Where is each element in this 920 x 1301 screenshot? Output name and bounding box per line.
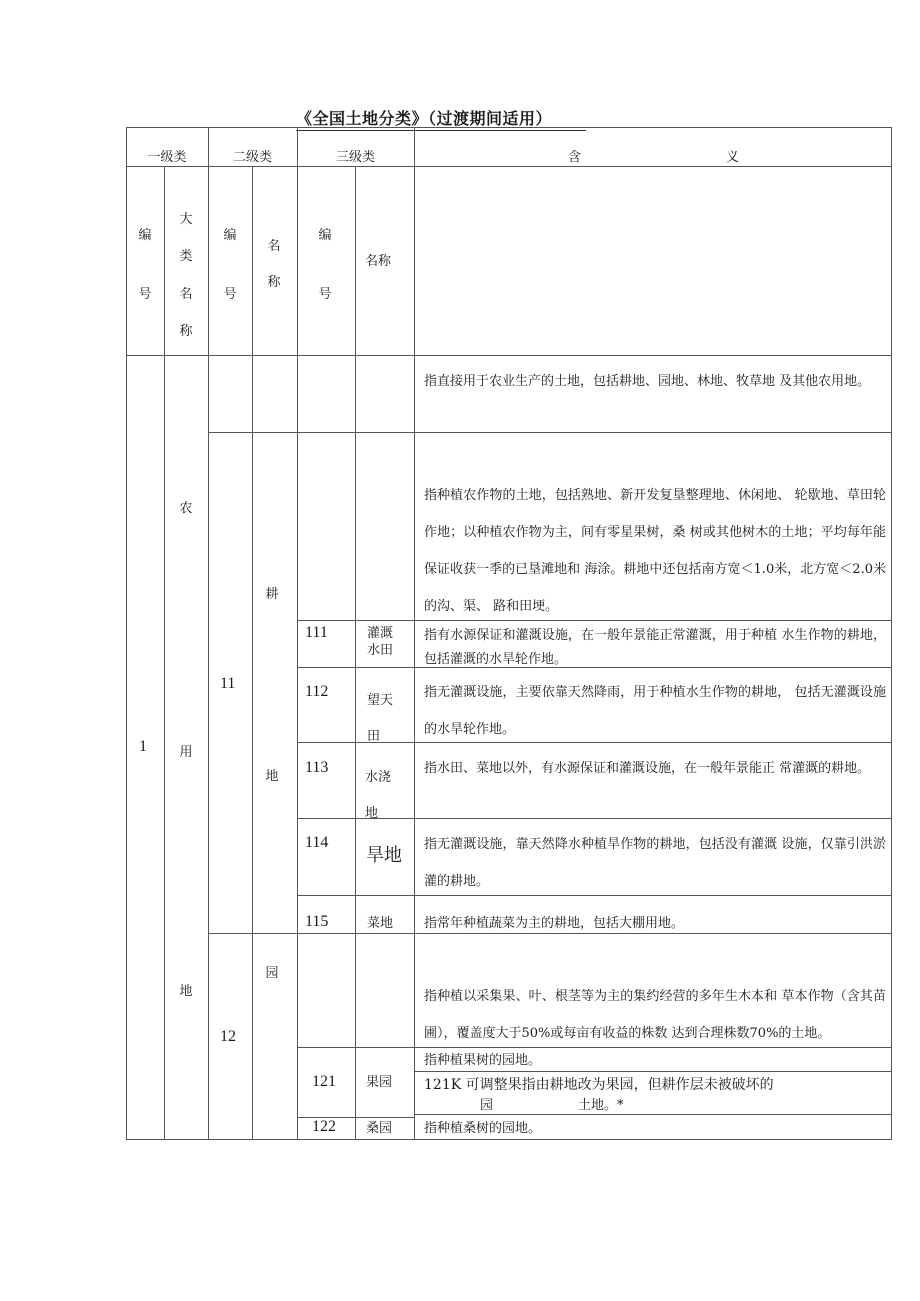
item-121-code: 121	[312, 1073, 336, 1090]
item-121k-description-2a: 园	[480, 1098, 494, 1113]
item-114-name: 旱地	[366, 845, 402, 866]
level1-name-2: 用	[179, 745, 193, 760]
header-level1: 一级类	[147, 150, 187, 165]
header-name3: 名称	[365, 254, 392, 269]
header-level2: 二级类	[232, 150, 272, 165]
item-121k-description: 121K 可调整果指由耕地改为果园，但耕作层未被破坏的	[424, 1077, 774, 1093]
header-code1-b: 号	[138, 287, 152, 302]
item-114-code: 114	[305, 834, 329, 851]
group-11-name-2: 地	[265, 769, 279, 784]
header-code3-a: 编	[318, 228, 332, 243]
item-115-name: 菜地	[367, 916, 394, 931]
header-bigclass-3: 名	[179, 287, 193, 302]
item-122-name: 桑园	[366, 1121, 393, 1136]
header-code2-b: 号	[223, 287, 237, 302]
item-112-description: 指无灌溉设施，主要依靠天然降雨，用于种植水生作物的耕地， 包括无灌溉设施的水旱轮作地。	[424, 685, 886, 737]
item-121-name: 果园	[366, 1075, 393, 1090]
header-meaning-right: 义	[726, 150, 740, 165]
header-code2-a: 编	[223, 228, 237, 243]
level1-description: 指直接用于农业生产的土地，包括耕地、园地、林地、牧草地 及其他农用地。	[424, 374, 871, 389]
header-code1-a: 编	[138, 228, 152, 243]
group-12-name-1: 园	[265, 966, 279, 981]
header-level3: 三级类	[335, 150, 375, 165]
header-bigclass-4: 称	[179, 324, 193, 339]
group-12-description: 指种植以采集果、叶、根茎等为主的集约经营的多年生木本和 草本作物（含其苗圃），覆盖度大于50%或每亩有收益的株数 达到合理株数70%的土地。	[424, 989, 886, 1041]
item-111-code: 111	[305, 624, 328, 641]
item-113-code: 113	[305, 759, 329, 776]
header-name2-a: 名	[267, 239, 281, 254]
item-112-name: 望天田	[367, 693, 394, 744]
level1-name-3: 地	[179, 984, 193, 999]
group-11-name-1: 耕	[265, 587, 279, 602]
header-bigclass-1: 大	[179, 212, 193, 227]
item-121-description: 指种植果树的园地。	[424, 1053, 542, 1068]
item-114-description: 指无灌溉设施，靠天然降水种植旱作物的耕地，包括没有灌溉 设施，仅靠引洪淤灌的耕地。	[424, 837, 886, 889]
item-111-name: 灌溉水田	[367, 626, 394, 658]
header-name2-b: 称	[267, 275, 281, 290]
level1-code: 1	[139, 738, 147, 755]
header-meaning-left: 含	[568, 150, 582, 165]
group-11-code: 11	[220, 675, 236, 692]
item-111-description: 指有水源保证和灌溉设施，在一般年景能正常灌溉，用于种植 水生作物的耕地，包括灌溉的水旱轮作地。	[424, 628, 886, 667]
header-bigclass-2: 类	[179, 249, 193, 264]
level1-name-1: 农	[179, 501, 193, 516]
item-122-code: 122	[312, 1118, 336, 1135]
item-112-code: 112	[305, 683, 329, 700]
group-11-description: 指种植农作物的土地，包括熟地、新开发复垦整理地、休闲地、 轮歇地、草田轮作地；以种植农作物为主，间有零星果树，桑 树或其他树木的土地；平均每年能保证收获一季的已垦滩地和 海涂。耕地中还包括南方宽＜1.0米，北方宽＜2.0米的沟、渠、 路和田埂。	[424, 488, 886, 614]
header-code3-b: 号	[318, 287, 332, 302]
item-113-name: 水浇地	[365, 770, 392, 821]
group-12-code: 12	[220, 1028, 236, 1045]
item-115-description: 指常年种植蔬菜为主的耕地，包括大棚用地。	[424, 916, 685, 931]
page-title: 《全国土地分类》（过渡期间适用）	[296, 106, 586, 131]
item-113-description: 指水田、菜地以外，有水源保证和灌溉设施，在一般年景能正 常灌溉的耕地。	[424, 761, 871, 776]
item-122-description: 指种植桑树的园地。	[424, 1121, 542, 1136]
item-121k-description-2b: 土地。*	[578, 1098, 624, 1113]
item-115-code: 115	[305, 913, 329, 930]
